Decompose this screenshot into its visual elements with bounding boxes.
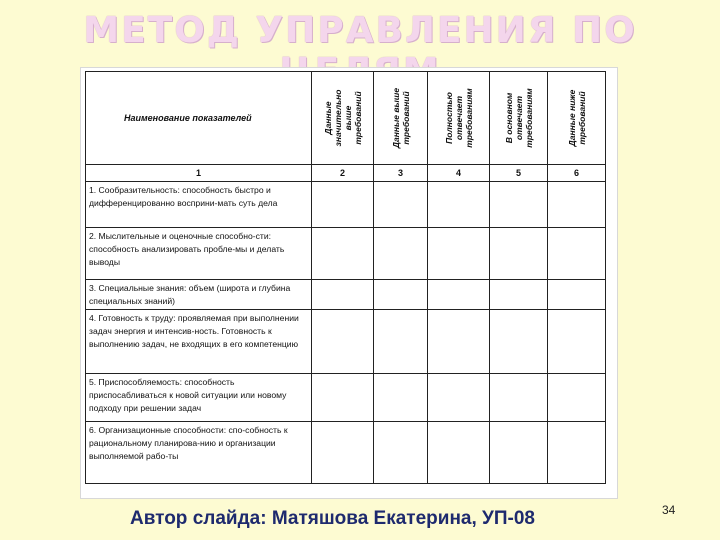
rating-cell xyxy=(312,374,374,422)
criterion-cell: 5. Приспособляемость: способность приспосабливаться к новой ситуации или новому подходу при решении задач xyxy=(86,374,312,422)
rating-cell xyxy=(312,280,374,310)
column-number: 5 xyxy=(490,165,548,182)
table-row xyxy=(86,228,606,280)
rating-cell xyxy=(428,228,490,280)
header-rating-2 xyxy=(374,72,428,165)
criterion-cell: 2. Мыслительные и оценочные способно-сти: способность анализировать пробле-мы и делать выводы xyxy=(86,228,312,280)
slide-title: МЕТОД УПРАВЛЕНИЯ ПО xyxy=(83,10,637,51)
criterion-cell: 4. Готовность к труду: проявляемая при выполнении задач энергия и интенсив-ность. Готовность к выполнению задач, не входящих в его компетенцию xyxy=(86,310,312,374)
rating-table xyxy=(85,71,606,484)
rating-cell xyxy=(490,280,548,310)
header-rating-1 xyxy=(312,72,374,165)
table-row xyxy=(86,182,606,228)
column-number-row xyxy=(86,165,606,182)
rating-cell xyxy=(428,182,490,228)
criterion-cell: 3. Специальные знания: объем (широта и глубина специальных знаний) xyxy=(86,280,312,310)
rating-cell xyxy=(490,310,548,374)
header-rating-label: Данные значительно выше требований xyxy=(322,89,363,147)
rating-cell xyxy=(428,280,490,310)
slide-author: Автор слайда: Матяшова Екатерина, УП-08 xyxy=(130,508,535,529)
header-rating-label: В основном отвечает требованиям xyxy=(503,88,534,148)
rating-cell xyxy=(428,310,490,374)
rating-cell xyxy=(490,374,548,422)
header-rating-3 xyxy=(428,72,490,165)
rating-cell xyxy=(374,182,428,228)
rating-cell xyxy=(312,422,374,484)
table-header-row xyxy=(86,72,606,165)
rating-cell xyxy=(490,228,548,280)
criterion-cell: 6. Организационные способности: спо-собность к рациональному планирова-нию и организации выполняемой рабо-ты xyxy=(86,422,312,484)
rating-cell xyxy=(312,310,374,374)
rating-cell xyxy=(548,228,606,280)
criterion-cell: 1. Сообразительность: способность быстро и дифференцированно восприни-мать суть дела xyxy=(86,182,312,228)
rating-cell xyxy=(312,228,374,280)
rating-cell xyxy=(548,280,606,310)
header-rating-4 xyxy=(490,72,548,165)
header-rating-label: Данные ниже требований xyxy=(566,89,587,147)
table-row xyxy=(86,310,606,374)
rating-cell xyxy=(490,422,548,484)
table-row xyxy=(86,374,606,422)
rating-cell xyxy=(374,280,428,310)
rating-table-image xyxy=(80,67,618,499)
rating-cell xyxy=(312,182,374,228)
header-rating-label: Данные выше требований xyxy=(390,87,411,149)
rating-cell xyxy=(548,374,606,422)
rating-cell xyxy=(428,422,490,484)
rating-cell xyxy=(490,182,548,228)
rating-cell xyxy=(428,374,490,422)
table-row xyxy=(86,422,606,484)
header-rating-label: Полностью отвечает требованиям xyxy=(443,88,474,148)
rating-cell xyxy=(548,182,606,228)
rating-cell xyxy=(374,374,428,422)
rating-cell xyxy=(548,310,606,374)
column-number: 3 xyxy=(374,165,428,182)
rating-cell xyxy=(374,422,428,484)
header-indicator-name: Наименование показателей xyxy=(86,72,312,165)
rating-cell xyxy=(548,422,606,484)
column-number: 4 xyxy=(428,165,490,182)
page-number: 34 xyxy=(662,503,676,517)
column-number: 2 xyxy=(312,165,374,182)
column-number: 1 xyxy=(86,165,312,182)
rating-cell xyxy=(374,228,428,280)
header-rating-5 xyxy=(548,72,606,165)
column-number: 6 xyxy=(548,165,606,182)
rating-cell xyxy=(374,310,428,374)
table-row xyxy=(86,280,606,310)
